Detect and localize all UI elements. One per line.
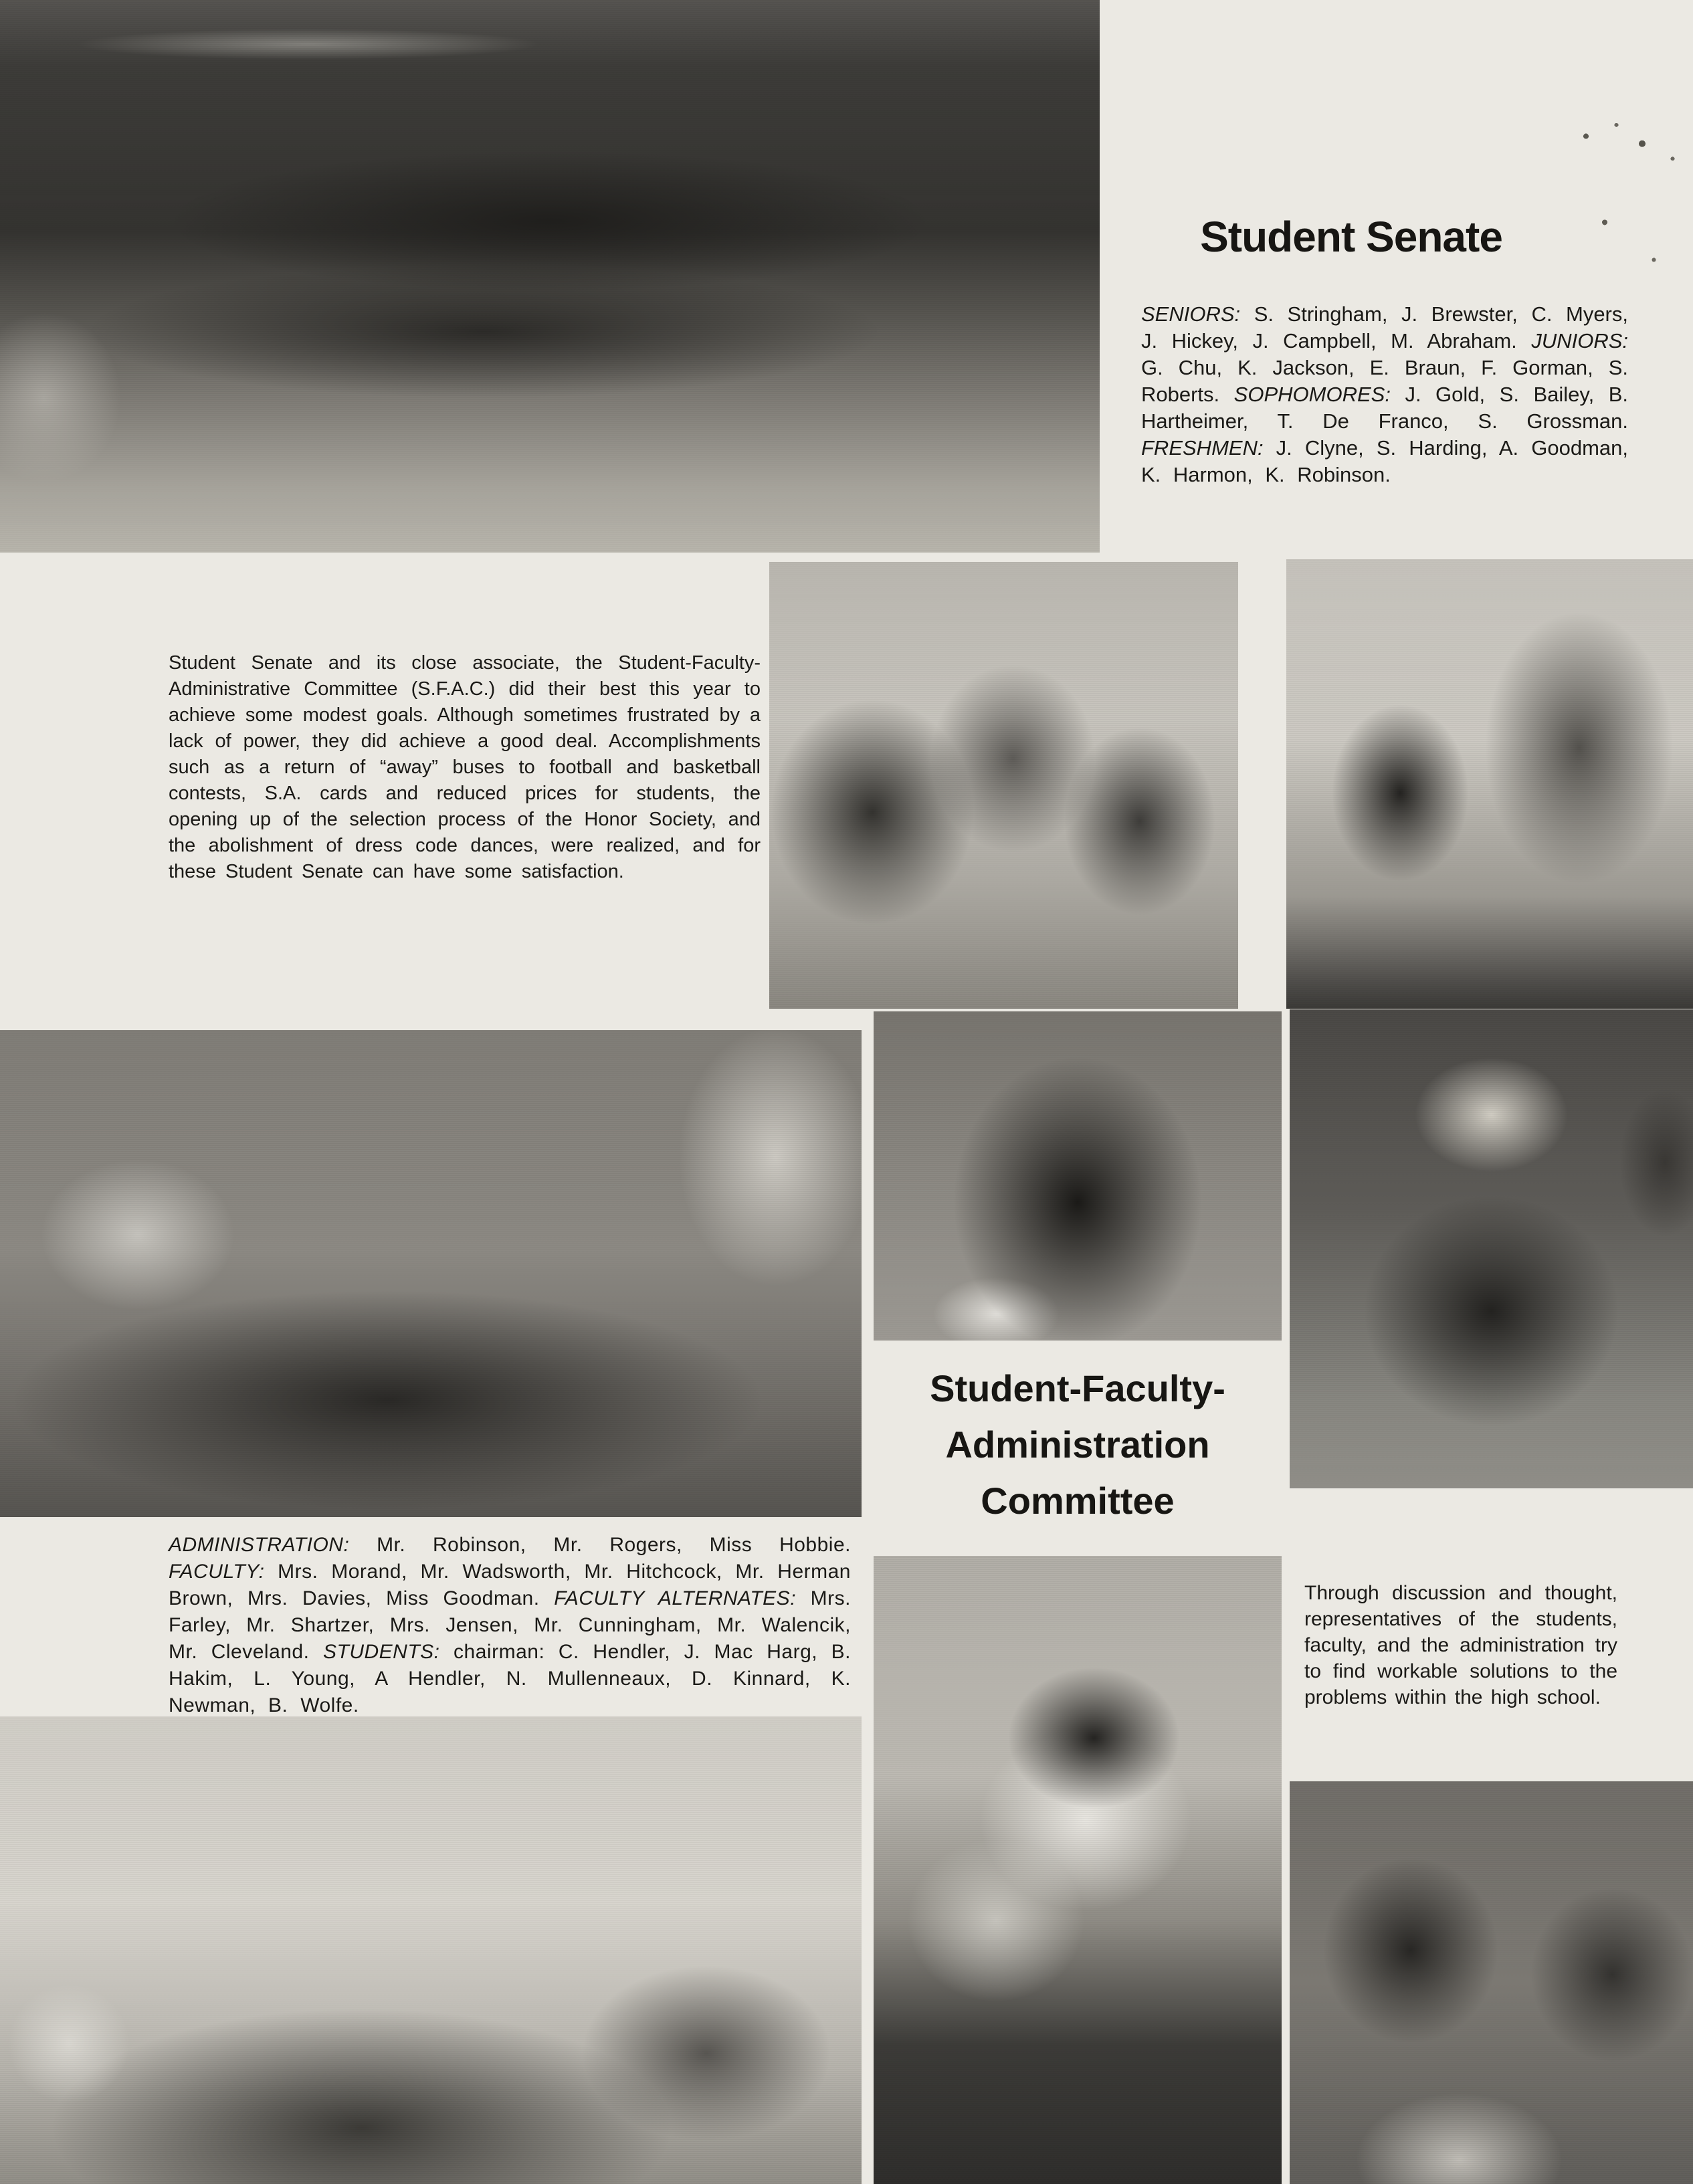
- student-at-desk-photo: [874, 1556, 1282, 2184]
- ink-speck-marks: [1572, 114, 1689, 301]
- student-senate-group-photo: [0, 0, 1100, 553]
- sfac-committee-group-photo: [0, 1030, 862, 1517]
- sfac-roster: ADMINISTRATION: Mr. Robinson, Mr. Rogers, Miss Hobbie. FACULTY: Mrs. Morand, Mr. Wadsworth, Mr. Hitchcock, Mr. Herman Brown, Mrs. Davies, Miss Goodman. FACULTY ALTERNATES: Mrs. Farley, Mr. Shartzer, Mrs. Jensen, Mr. Cunningham, Mr. Walencik, Mr. Cleveland. STUDENTS: chairman: C. Hendler, J. Mac Harg, B. Hakim, L. Young, A Hendler, N. Mullenneaux, D. Kinnard, K. Newman, B. Wolfe.: [169, 1534, 851, 1716]
- two-students-seated-photo: [1290, 1781, 1693, 2184]
- student-portrait-photo: [874, 1011, 1282, 1341]
- student-senate-body-paragraph: Student Senate and its close associate, the Student-Faculty-Administrative Committee (S.F.A.C.) did their best this year to achieve some modest goals. Although sometimes frustrated by a lack of power, they did achieve a good deal. Accomplishments such as a return of “away” buses to football and basketball contests, S.A. cards and reduced prices for students, the opening up of the selection process of the Honor Society, and the abolishment of dress code dances, were realized, and for these Student Senate can have some satisfaction.: [169, 652, 761, 882]
- sfac-title-line-2: Administration: [945, 1423, 1210, 1466]
- faculty-group-photo: [0, 1716, 862, 2184]
- sfac-title-line-3: Committee: [981, 1480, 1175, 1522]
- sfac-title-line-1: Student-Faculty-: [930, 1367, 1225, 1409]
- sfac-title: [874, 1361, 1282, 1529]
- senate-members-seated-photo: [769, 562, 1238, 1009]
- sfac-body-paragraph: Through discussion and thought, representatives of the students, faculty, and the administration try to find workable solutions to the problems within the high school.: [1304, 1582, 1617, 1708]
- student-senate-roster: SENIORS: S. Stringham, J. Brewster, C. Myers, J. Hickey, J. Campbell, M. Abraham. JUNIORS: G. Chu, K. Jackson, E. Braun, F. Gorman, S. Roberts. SOPHOMORES: J. Gold, S. Bailey, B. Hartheimer, T. De Franco, S. Grossman. FRESHMEN: J. Clyne, S. Harding, A. Goodman, K. Harmon, K. Robinson.: [1141, 302, 1628, 486]
- student-senate-title: Student Senate: [1200, 213, 1502, 261]
- faculty-member-photo: [1290, 1009, 1693, 1488]
- student-and-advisor-photo: [1286, 559, 1693, 1009]
